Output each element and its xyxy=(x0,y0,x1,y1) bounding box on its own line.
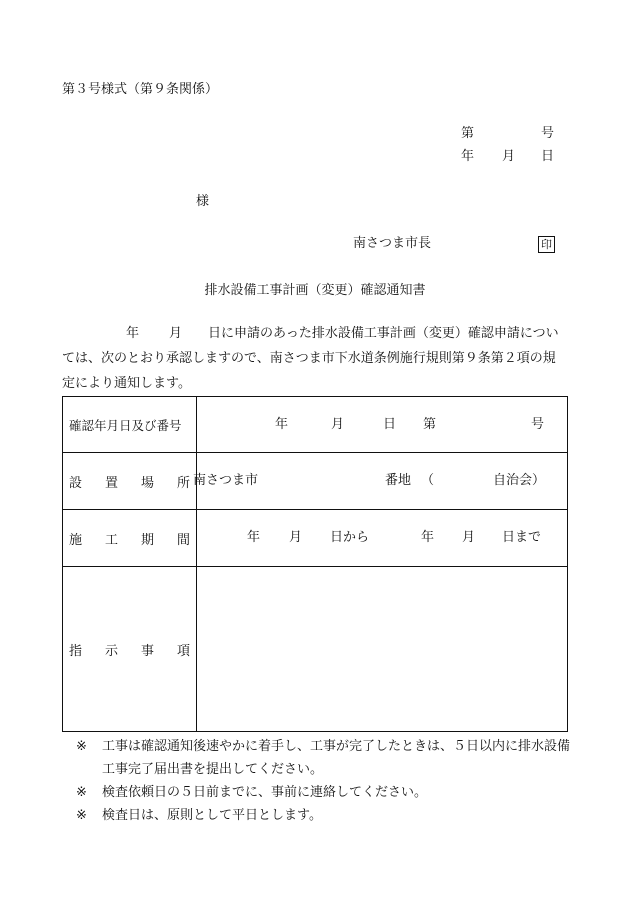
body-line2: ては、次のとおり承認しますので、南さつま市下水道条例施行規則第９条第２項の規 xyxy=(62,351,556,366)
table-row xyxy=(63,567,568,732)
table-row xyxy=(63,510,568,567)
r3-day2: 日まで xyxy=(502,530,542,545)
notes xyxy=(76,735,576,827)
r1-no-prefix: 第 xyxy=(423,416,437,432)
r3-month2: 月 xyxy=(462,530,476,545)
r1-year: 年 xyxy=(275,416,289,432)
r2-city: 南さつま市 xyxy=(193,473,259,488)
r3-day1: 日から xyxy=(330,530,370,545)
body-line1: 日に申請のあった排水設備工事計画（変更）確認申請につい xyxy=(208,326,559,341)
note-item: ※ 検査依頼日の５日前までに、事前に連絡してください。 xyxy=(76,785,428,800)
form-number: 第３号様式（第９条関係） xyxy=(62,82,219,97)
value-instructions xyxy=(197,567,568,732)
r2-assoc: 自治会） xyxy=(493,473,546,488)
body-month: 月 xyxy=(169,326,183,341)
body-paragraph xyxy=(62,321,572,396)
r3-year1: 年 xyxy=(247,530,261,545)
sender-name: 南さつま市長 xyxy=(353,236,432,251)
doc-date-month: 月 xyxy=(502,149,516,164)
doc-number-suffix: 号 xyxy=(541,126,555,141)
r3-year2: 年 xyxy=(421,530,435,545)
table-row xyxy=(63,453,568,510)
doc-number-prefix: 第 xyxy=(461,126,475,141)
value-construction-period xyxy=(197,510,568,567)
body-line3: 定により通知します。 xyxy=(62,376,191,391)
note-item: ※ 検査日は、原則として平日とします。 xyxy=(76,808,322,823)
doc-date-year: 年 xyxy=(461,149,475,164)
r1-month: 月 xyxy=(331,416,345,432)
table-row xyxy=(63,397,568,453)
r1-day: 日 xyxy=(383,416,397,432)
label-location: 設 置 場 所 xyxy=(63,453,197,510)
r3-month1: 月 xyxy=(289,530,303,545)
label-instructions: 指 示 事 項 xyxy=(63,567,197,732)
r1-no-suffix: 号 xyxy=(531,416,545,432)
note-item: ※ 工事は確認通知後速やかに着手し、工事が完了したときは、５日以内に排水設備工事完了届出書を提出してください。 xyxy=(76,739,571,777)
doc-date-day: 日 xyxy=(541,149,555,164)
value-confirm-date-number xyxy=(197,397,568,453)
value-location xyxy=(193,453,568,510)
addressee-suffix: 様 xyxy=(196,194,210,209)
seal-stamp: 印 xyxy=(538,236,555,253)
label-confirm-date-number: 確認年月日及び番号 xyxy=(63,397,197,453)
r2-paren-open: （ xyxy=(421,473,435,488)
document-title: 排水設備工事計画（変更）確認通知書 xyxy=(204,283,426,298)
label-construction-period: 施 工 期 間 xyxy=(63,510,197,567)
body-year: 年 xyxy=(126,326,140,341)
r2-banchi: 番地 xyxy=(385,473,412,488)
confirmation-table xyxy=(62,396,568,732)
